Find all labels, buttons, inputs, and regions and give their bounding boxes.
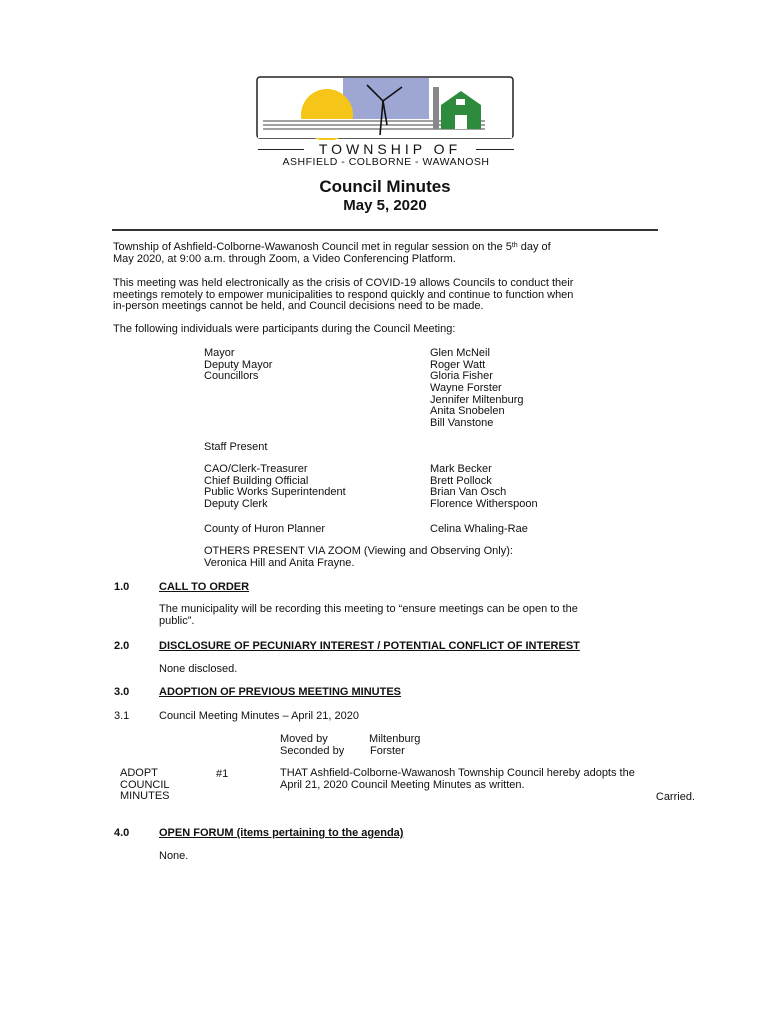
section-number: 3.0 [114,686,130,698]
list-item [204,406,604,418]
name: Wayne Forster [430,382,502,395]
motion-result: Carried. [655,791,695,803]
covid-paragraph [113,278,658,313]
list-item [204,371,604,383]
section-number: 1.0 [114,581,130,593]
section-body: None. [159,850,189,862]
intro-line1: Township of Ashfield-Colborne-Wawanosh Council met in regular session on the 5 [113,241,512,253]
others-line: Veronica Hill and Anita Frayne. [204,556,355,569]
side-line: COUNCIL [120,778,170,791]
name: Roger Watt [430,358,486,371]
planner-row [204,523,604,535]
section-heading: OPEN FORUM (items pertaining to the agenda) [159,827,404,839]
list-item [204,395,604,407]
name: Jennifer Miltenburg [430,393,524,406]
side-line: MINUTES [120,790,170,803]
logo-municipality-name: ASHFIELD - COLBORNE - WAWANOSH [282,156,490,168]
name: Glen McNeil [430,347,490,359]
role: Public Works Superintendent [204,486,346,499]
motion-line: April 21, 2020 Council Meeting Minutes as written. [280,778,525,791]
subsection-heading: Council Meeting Minutes – April 21, 2020 [159,710,359,722]
body-line: The municipality will be recording this meeting to “ensure meetings can be open to the [159,603,578,615]
list-item [204,383,604,395]
name: Florence Witherspoon [430,498,538,511]
moved-by-name: Miltenburg [369,733,421,745]
seconded-by-name: Forster [370,745,405,757]
logo-graphic [255,75,515,140]
logo-rule-left [258,149,304,150]
name: Anita Snobelen [430,405,505,418]
covid-line: meetings remotely to empower municipalities to respond quickly and continue to function when [113,288,574,301]
role: Deputy Mayor [204,358,273,371]
covid-line: This meeting was held electronically as the crisis of COVID-19 allows Councils to conduct their [113,277,574,289]
role: Deputy Clerk [204,498,268,511]
subsection-number: 3.1 [114,710,130,722]
name: Brett Pollock [430,474,492,487]
participants-intro: The following individuals were participants during the Council Meeting: [113,323,456,335]
section-heading: CALL TO ORDER [159,581,250,593]
section-body: None disclosed. [159,663,238,675]
name: Gloria Fisher [430,370,493,383]
moved-by-label: Moved by [280,733,328,745]
staff-heading: Staff Present [204,441,268,453]
section-heading: ADOPTION OF PREVIOUS MEETING MINUTES [159,686,402,698]
section-heading: DISCLOSURE OF PECUNIARY INTEREST / POTENTIAL CONFLICT OF INTEREST [159,640,580,652]
title-rule [112,229,658,231]
seconded-by-label: Seconded by [280,745,345,757]
role: CAO/Clerk-Treasurer [204,463,308,475]
motion-number: #1 [216,768,229,780]
logo-rule-right [476,149,514,150]
name: Mark Becker [430,463,492,475]
name: Bill Vanstone [430,417,494,430]
list-item [204,464,604,476]
role: County of Huron Planner [204,523,326,535]
list-item [204,499,604,511]
section-body [159,604,578,627]
side-line: ADOPT [120,767,158,779]
document-date: May 5, 2020 [343,197,427,214]
intro-line1-end: day of [517,241,551,253]
list-item [204,360,604,372]
section-number: 2.0 [114,640,130,652]
body-line: public”. [159,614,195,627]
intro-paragraph [113,242,658,265]
role: Councillors [204,370,259,383]
name: Celina Whaling-Rae [430,523,528,535]
logo-township-of: TOWNSHIP OF [318,141,462,157]
intro-line2: May 2020, at 9:00 a.m. through Zoom, a Video Conferencing Platform. [113,252,456,265]
motion-line: THAT Ashfield-Colborne-Wawanosh Township Council hereby adopts the [280,767,635,779]
covid-line: in-person meetings cannot be held, and Council decisions need to be made. [113,300,484,313]
council-list [204,348,604,430]
staff-list [204,464,604,511]
section-number: 4.0 [114,827,130,839]
list-item [204,348,604,360]
role: Chief Building Official [204,474,309,487]
others-line: OTHERS PRESENT VIA ZOOM (Viewing and Observing Only): [204,545,513,557]
list-item [204,418,604,430]
name: Brian Van Osch [430,486,507,499]
motion-side-label [120,768,170,803]
role: Mayor [204,347,235,359]
motion-text [280,768,635,791]
intro-superscript: th [511,242,518,249]
others-present [204,546,513,569]
document-title: Council Minutes [319,177,451,196]
